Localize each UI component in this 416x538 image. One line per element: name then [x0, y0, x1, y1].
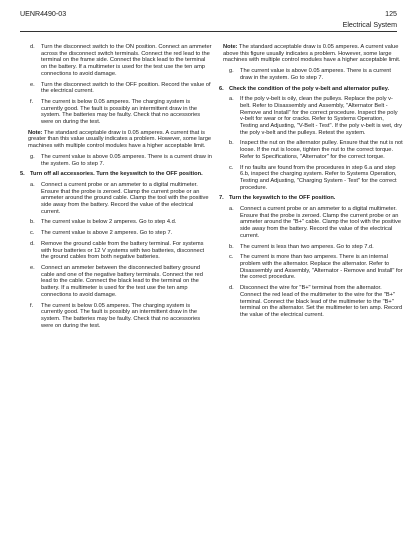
procedure-substep [219, 285, 403, 319]
procedure-step [219, 195, 403, 202]
step-text: The standard acceptable draw is 0.05 amperes. A current that is greater than this value usually indicates a problem. However, some large machines with multiple control modules have a higher acceptable limit. [28, 129, 212, 150]
page-header [20, 10, 397, 36]
left-column [20, 44, 212, 333]
procedure-substep [20, 82, 212, 95]
step-label: b. [229, 140, 234, 147]
procedure-substep [20, 265, 212, 299]
step-text: Connect a current probe or an ammeter to a digital multimeter. Ensure that the probe is zeroed. Clamp the current probe or an ammeter around the ground cable. Clamp the tool with the positive side away from the battery. Record the value of the electrical current. [41, 181, 209, 215]
procedure-substep [20, 44, 212, 78]
step-label: g. [229, 68, 234, 75]
procedure-substep [20, 99, 212, 126]
step-text: Connect an ammeter between the disconnected battery ground cable and one of the negative battery terminals. Connect the red lead to the cable. Connect the black lead to the terminal on the battery. If a multimeter is used for the test use the ten amp connections to avoid damage. [41, 264, 203, 298]
procedure-substep [219, 244, 403, 251]
step-text: Remove the ground cable from the battery terminal. For systems with four batteries or 12 V systems with two batteries, disconnect the ground cables from both negative batteries. [41, 240, 205, 261]
procedure-substep [20, 241, 212, 261]
step-label: c. [30, 230, 35, 237]
procedure-substep [219, 254, 403, 281]
procedure-substep [219, 96, 403, 136]
note-block [219, 44, 403, 64]
step-label: a. [30, 181, 35, 188]
procedure-substep [219, 140, 403, 160]
procedure-substep [219, 68, 403, 81]
procedure-step [219, 86, 403, 93]
step-text: The current value is below 2 amperes. Go to step 4.d. [41, 219, 177, 226]
procedure-step [20, 171, 212, 178]
step-label: a. [229, 206, 234, 213]
step-text: Inspect the nut on the alternator pulley. Ensure that the nut is not loose. If the nut is loose, tighten the nut to the correct torque. Refer to Specifications, "Alternator" for the correct torque. [240, 140, 403, 160]
step-text: If the poly v-belt is oily, clean the pulleys. Replace the poly v-belt. Refer to Disassembly and Assembly, "Alternator Belt - Remove and Install" for the correct procedure. Inspect the poly v-belt for wear or for cracks. Refer to Systems Operation, Testing and Adjusting, "V-Belt - Test". If the poly v-belt is wet, dry the poly v-belt and the pulleys. Retest the system. [240, 96, 402, 136]
step-label: c. [229, 254, 234, 261]
step-label: e. [30, 264, 35, 271]
step-label: e. [30, 81, 35, 88]
step-label: 7. [219, 195, 224, 202]
step-text: The current is less than two amperes. Go to step 7.d. [240, 243, 374, 250]
step-label: g. [30, 153, 35, 160]
step-label: b. [229, 243, 234, 250]
header-divider [20, 31, 397, 32]
step-text: The current value is above 2 amperes. Go to step 7. [41, 230, 173, 237]
note-label: Note: [223, 44, 238, 50]
step-label: b. [30, 219, 35, 226]
step-label: 5. [20, 171, 25, 178]
step-label: d. [30, 44, 35, 50]
step-text: Turn the keyswitch to the OFF position. [229, 195, 336, 202]
page-number: 125 [385, 10, 397, 18]
step-text: The standard acceptable draw is 0.05 amperes. A current value above this figure usually indicates a problem. However, some large machines with multiple control modules have a higher acceptable limit. [223, 44, 401, 64]
step-text: Turn off all accessories. Turn the keyswitch to the OFF position. [30, 171, 203, 178]
section-title: Electrical System [342, 21, 397, 29]
step-text: Check the condition of the poly v-belt and alternator pulley. [229, 85, 390, 92]
procedure-substep [20, 154, 212, 167]
step-label: d. [30, 240, 35, 247]
step-label: d. [229, 285, 234, 292]
right-column [219, 44, 403, 323]
step-label: 6. [219, 85, 224, 92]
step-label: f. [30, 302, 34, 309]
step-text: If no faults are found from the procedures in step 6.a and step 6.b, inspect the charging system. Refer to Systems Operation, Testing and Adjusting, "Charging System - Test" for the correct procedure. [240, 164, 397, 191]
step-label: a. [229, 96, 234, 103]
procedure-substep [20, 219, 212, 226]
procedure-substep [20, 182, 212, 216]
step-text: The current is below 0.05 amperes. The charging system is currently good. The fault is possibly an intermittent draw in the system. The batteries may be faulty. Check that no accessories were on during the test. [41, 302, 201, 329]
step-text: Disconnect the wire for "B+" terminal from the alternator. Connect the red lead of the multimeter to the wire for the "B+" terminal. Connect the black lead of the multimeter to the "B+" terminal on the alternator. Set the multimeter to ten amp. Record the value of the electrical current. [240, 285, 403, 318]
note-block [20, 130, 212, 150]
step-label: f. [30, 98, 34, 105]
step-text: The current is below 0.05 amperes. The charging system is currently good. The fault is possibly an intermittent draw in the system. The batteries may be faulty. Check that no accessories were on during the test. [41, 98, 201, 126]
note-label: Note: [28, 129, 43, 136]
step-text: Connect a current probe or an ammeter to a digital multimeter. Ensure that the probe is zeroed. Clamp the current probe or an ammeter around the "B+" cable. Clamp the tool with the positive side away from the battery. Record the value of the electrical current. [240, 206, 402, 239]
step-text: Turn the disconnect switch to the OFF position. Record the value of the electrical current. [41, 81, 211, 95]
step-text: The current is more than two amperes. There is an internal problem with the alternator. Replace the alternator. Refer to Disassembly and Assembly, "Alternator - Remove and Install" for the correct procedure. [240, 254, 403, 281]
step-label: c. [229, 164, 234, 171]
step-text: The current value is above 0.05 amperes. There is a current draw in the system. Go to step 7. [41, 153, 212, 167]
procedure-substep [20, 230, 212, 237]
step-text: Turn the disconnect switch to the ON position. Connect an ammeter across the disconnect switch terminals. Connect the red lead to the terminal on the frame side. Connect the black lead to the terminal on the battery. If a multimeter is used for the test use the ten amp connections to avoid damage. [41, 44, 212, 77]
document-id: UENR4490-03 [20, 10, 67, 18]
procedure-substep [219, 165, 403, 192]
procedure-substep [20, 303, 212, 330]
procedure-substep [219, 206, 403, 240]
step-text: The current value is above 0.05 amperes. There is a current draw in the system. Go to step 7. [240, 68, 392, 81]
